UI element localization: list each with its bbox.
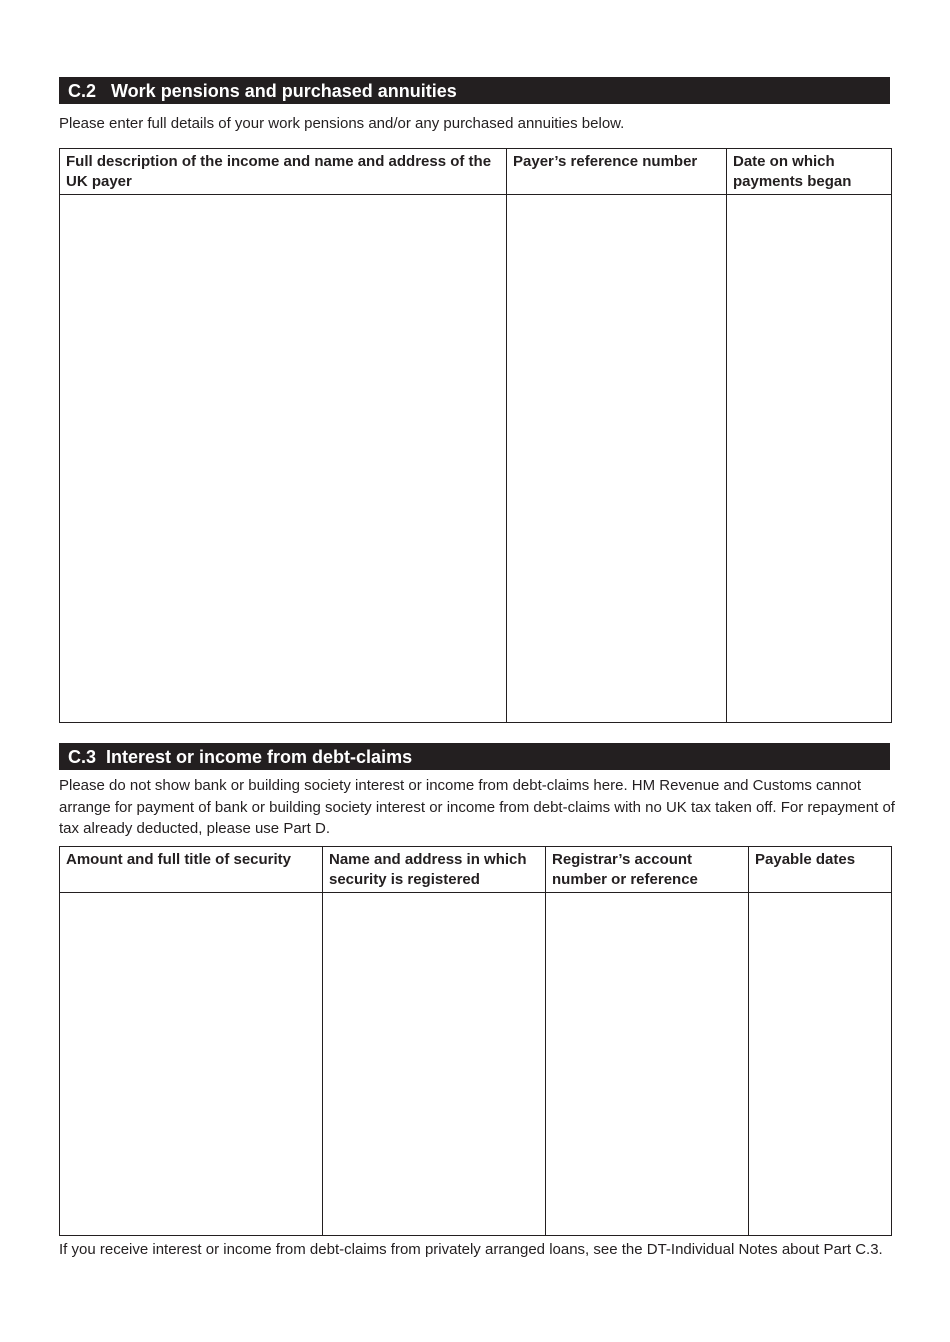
date-began-field[interactable]	[727, 195, 892, 723]
work-pensions-table	[59, 148, 892, 723]
section-c3-intro: Please do not show bank or building society interest or income from debt-claims here. HM Revenue and Customs cannot arrange for payment of bank or building society interest or income from debt-claims with no UK tax taken off. For repayment of tax already deducted, please use Part D.	[59, 777, 895, 837]
section-c3-footer-note: If you receive interest or income from debt-claims from privately arranged loans, see the DT-Individual Notes about Part C.3.	[59, 1241, 883, 1258]
column-header-payer-reference: Payer’s reference number	[507, 149, 727, 195]
section-c2-intro: Please enter full details of your work pensions and/or any purchased annuities below.	[59, 115, 625, 132]
table-row	[60, 893, 892, 1236]
section-c3-heading: C.3 Interest or income from debt-claims	[59, 743, 890, 770]
description-field[interactable]	[60, 195, 507, 723]
registrar-reference-field[interactable]	[546, 893, 749, 1236]
payer-reference-field[interactable]	[507, 195, 727, 723]
security-title-field[interactable]	[60, 893, 323, 1236]
registered-name-address-field[interactable]	[323, 893, 546, 1236]
table-header-row	[60, 149, 892, 195]
table-row	[60, 195, 892, 723]
column-header-registered-name-address: Name and address in which security is registered	[323, 847, 546, 893]
payable-dates-field[interactable]	[749, 893, 892, 1236]
column-header-payable-dates: Payable dates	[749, 847, 892, 893]
debt-claims-table	[59, 846, 892, 1236]
column-header-date-began: Date on which payments began	[727, 149, 892, 195]
column-header-registrar-reference: Registrar’s account number or reference	[546, 847, 749, 893]
section-c2-heading: C.2 Work pensions and purchased annuities	[59, 77, 890, 104]
table-header-row	[60, 847, 892, 893]
column-header-description: Full description of the income and name and address of the UK payer	[60, 149, 507, 195]
column-header-security-title: Amount and full title of security	[60, 847, 323, 893]
